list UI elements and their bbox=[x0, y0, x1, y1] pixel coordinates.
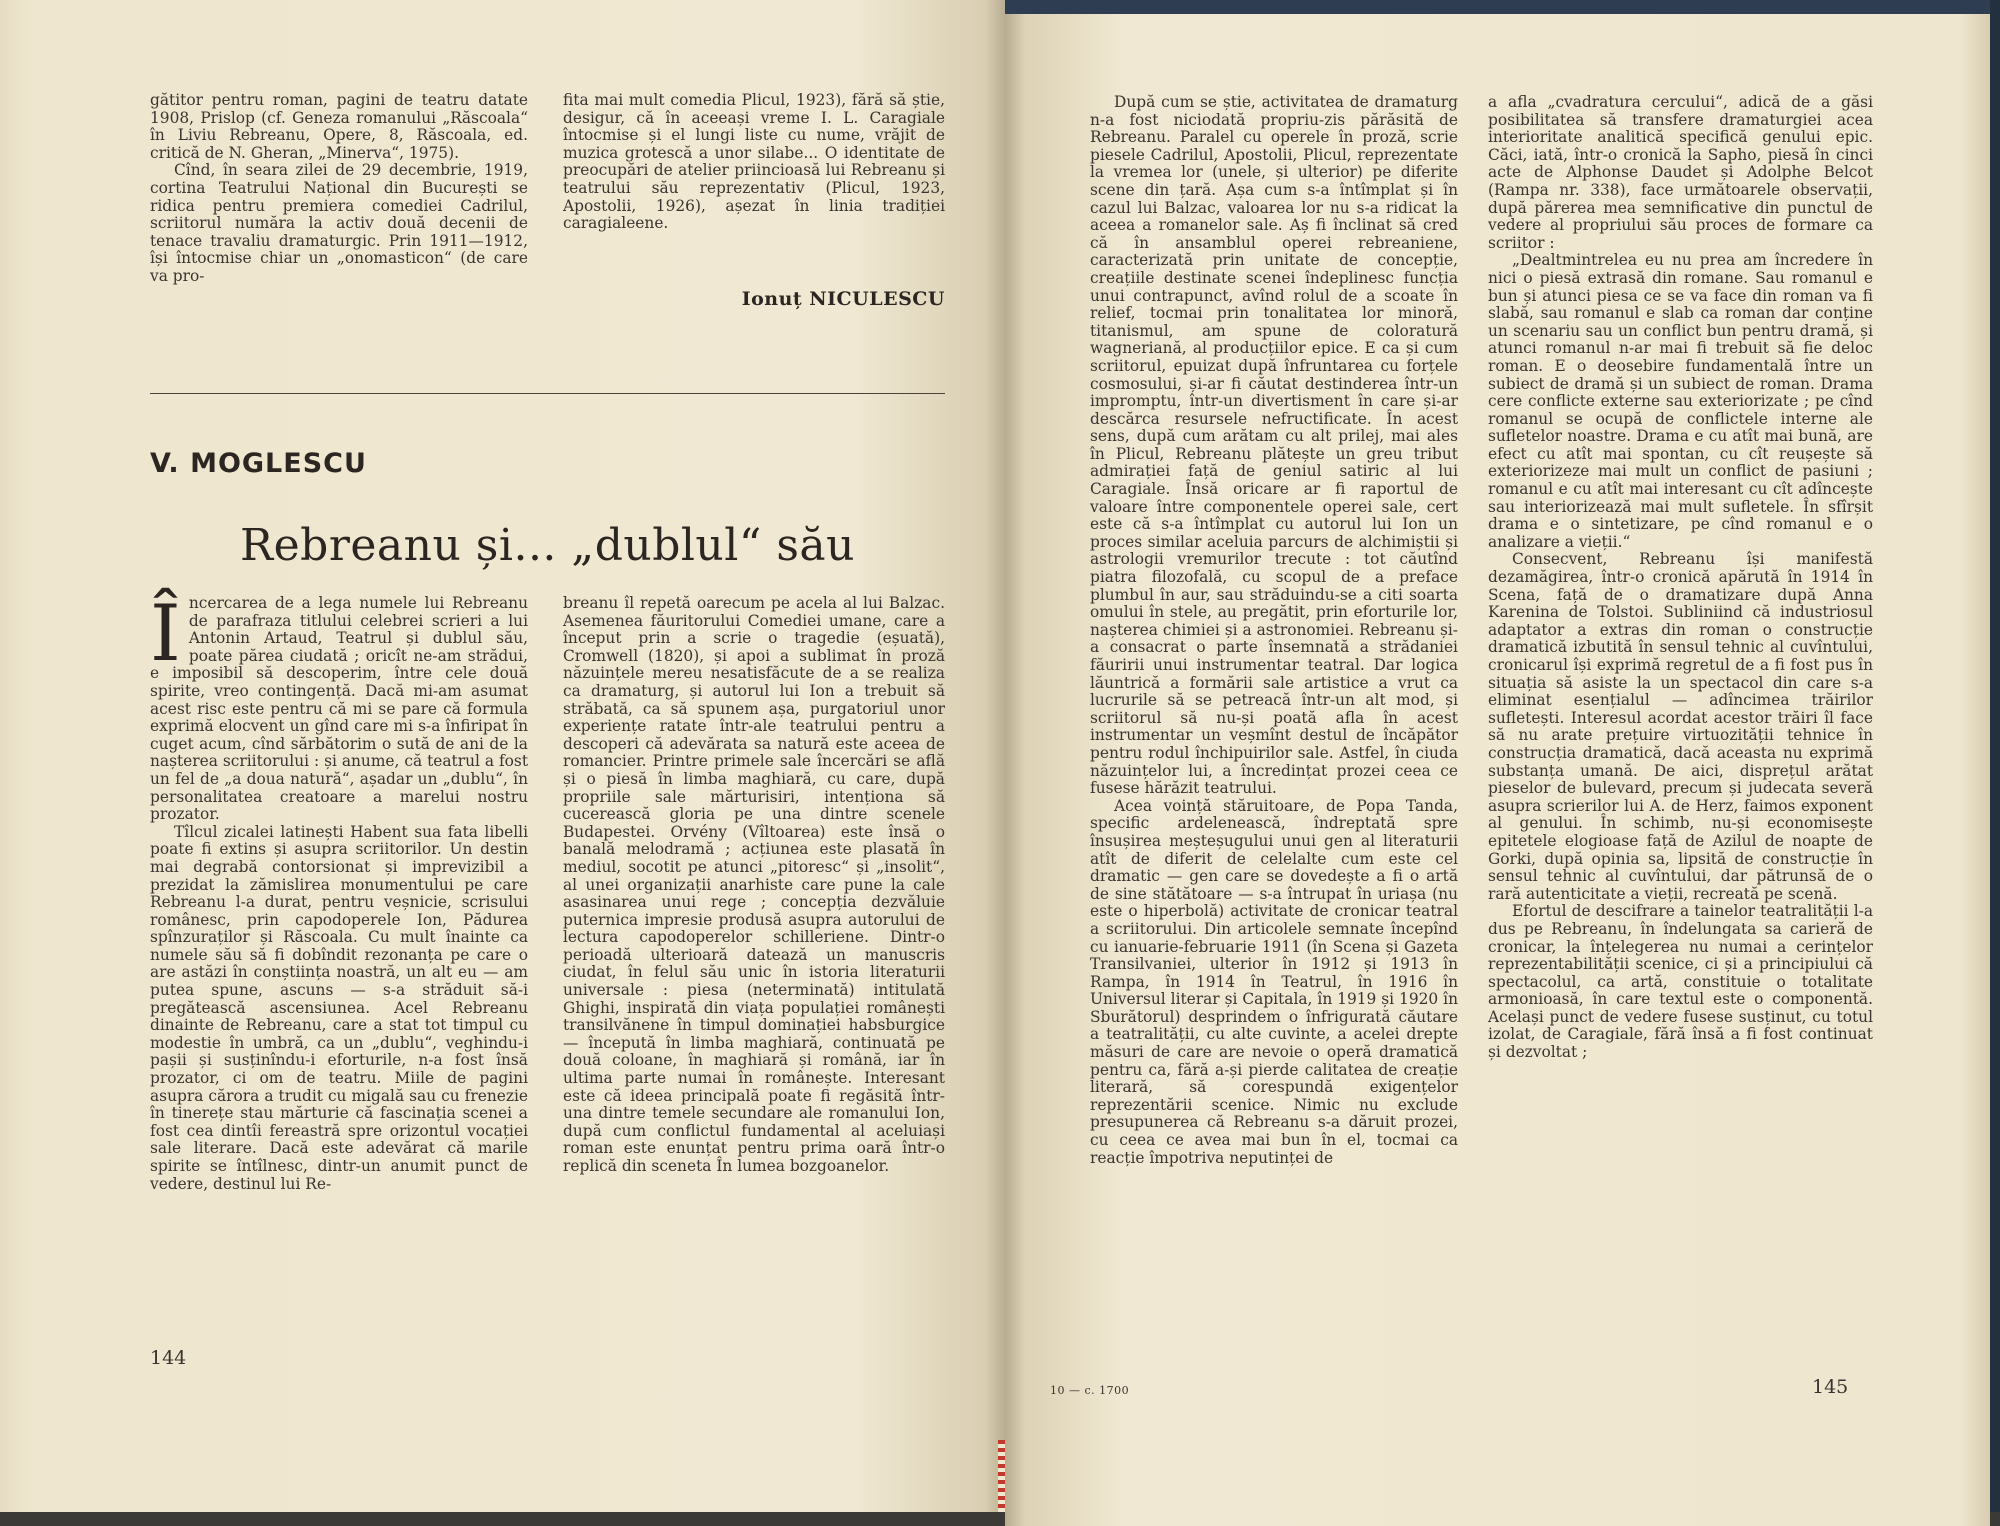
page-number: 145 bbox=[1812, 1376, 1849, 1398]
page-number: 144 bbox=[150, 1347, 187, 1369]
paragraph: fita mai mult comedia Plicul, 1923), fără să știe, desigur, că în aceeași vreme I. L. Caragiale întocmise și el lungi liste cu nume, vrăjit de muzica grotescă a unor silabe... O identitate de preocupări de atelier priincioasă lui Rebreanu și teatrului său reprezentativ (Plicul, 1923, Apostolii, 1926), așezat în linia tradiției caragialeene. bbox=[563, 91, 945, 233]
left-page bbox=[0, 0, 1005, 1512]
divider bbox=[150, 393, 945, 394]
paragraph: Efortul de descifrare a tainelor teatralității l-a dus pe Rebreanu, în îndelungata sa carieră de cronicar, la înțelegerea nu numai a cerințelor reprezentabilității scenice, ci și a principiului că spectacolul, ca artă, constituie o totalitate armonioasă, în care textul este o componentă. Același punct de vedere fusese susținut, cu totul izolat, de Caragiale, fără însă a fi fost continuat și dezvoltat ; bbox=[1488, 902, 1873, 1062]
paragraph: Cînd, în seara zilei de 29 decembrie, 1919, cortina Teatrului Național din București se ridica pentru premiera comediei Cadrilul, scriitorul număra la activ două decenii de tenace travaliu dramaturgic. Prin 1911—1912, își întocmise chiar un „onomasticon“ (de care va pro- bbox=[150, 161, 528, 285]
left-top-column-2 bbox=[563, 92, 945, 233]
signature: Ionuț NICULESCU bbox=[741, 288, 945, 310]
paragraph bbox=[150, 589, 528, 824]
paragraph: După cum se știe, activitatea de dramaturg n-a fost niciodată propriu-zis părăsită de Rebreanu. Paralel cu operele în proză, scrie piesele Cadrilul, Apostolii, Plicul, reprezentate la vremea lor (unele, și ulterior) pe diferite scene din țară. Așa cum s-a întîmplat și în cazul lui Balzac, valoarea lor nu s-a ridicat la aceea a romanelor sale. Aș fi înclinat să cred că în ansamblul operei rebreaniene, caracterizată prin unitate de concepție, creațiile destinate scenei îndeplinesc funcția unui contrapunct, avînd rolul de a scoate în relief, tocmai prin tonalitatea lor minoră, titanismul, am spune de coloratură wagneriană, al producțiilor epice. E ca și cum scriitorul, epuizat după înfruntarea cu forțele cosmosului, și-ar fi căutat destinderea într-un impromptu, într-un divertisment în care și-ar descărca resursele nefructificate. În acest sens, după cum arătam cu alt prilej, mai ales în Plicul, Rebreanu plătește un greu tribut admirației față de geniul satiric al lui Caragiale. Însă oricare ar fi raportul de valoare între componentele operei sale, cert este că s-a întîmplat cu autorul lui Ion un proces similar aceluia parcurs de alchimiștii și astrologii vremurilor trecute : tot căutînd piatra filozofală, cu scopul de a preface plumbul în aur, sau străduindu-se a citi soarta omului în stele, au pregătit, prin eforturile lor, nașterea chimiei și a astronomiei. Rebreanu și-a consacrat o parte însemnată a strădaniei făuririi unui instrumentar teatral. Dar logica lăuntrică a formării sale artistice a vrut ca lucrurile să se petreacă într-un alt mod, și scriitorul să nu-și poată afla în acest instrumentar un veșmînt destul de încăpător pentru rodul închipuirilor sale. Astfel, în ciuda năzuințelor lui, a încredințat prozei ceea ce fusese hărăzit teatrului. bbox=[1090, 93, 1458, 798]
left-top-column-1 bbox=[150, 92, 528, 286]
paragraph: Tîlcul zicalei latinești Habent sua fata libelli poate fi extins și asupra scriitorilor. Un destin mai degrabă contorsionat și imprevizibil a prezidat la zămislirea monumentului pe care Rebreanu l-a durat, pentru veșnicie, scrisului românesc, prin capodoperele Ion, Pădurea spînzuraților și Răscoala. Cu mult înainte ca numele său să fi dobîndit rezonanța pe care o are astăzi în conștiința noastră, un alt eu — am putea spune, ascuns — s-a străduit să-i pregătească ascensiunea. Acel Rebreanu dinainte de Rebreanu, care a stat tot timpul cu modestie în umbră, ca un „dublu“, veghindu-i pașii și susținîndu-i eforturile, n-a fost însă prozator, ci om de teatru. Miile de pagini asupra cărora a trudit cu migală sau cu frenezie în tinerețe stau mărturie că fascinația scenei a fost cea dintîi fereastră spre orizontul vocației sale literare. Dacă este adevărat că marile spirite se întîlnesc, dintr-un anumit punct de vedere, destinul lui Re- bbox=[150, 822, 528, 1193]
paragraph: Acea voință stăruitoare, de Popa Tanda, specific ardelenească, îndreptată spre însușirea meșteșugului unui gen al literaturii atît de diferit de celelalte cum este cel dramatic — gen care se dovedește a fi o artă de sine stătătoare — s-a întrupat în uriașa (nu este o hiperbolă) activitate de cronicar teatral a scriitorului. Din articolele semnate începînd cu ianuarie-februarie 1911 (în Scena și Gazeta Transilvaniei, ulterior în 1912 și 1913 în Rampa, în 1914 în Teatrul, în 1916 în Universul literar și Capitala, în 1919 și 1920 în Sburătorul) desprindem o înfrigurată căutare a teatralității, cu alte cuvinte, a acelei drepte măsuri de care are nevoie o operă dramatică pentru ca, fără a-și pierde calitatea de creație literară, să corespundă exigențelor reprezentării scenice. Nimic nu exclude presupunerea că Rebreanu s-a dăruit prozei, cu ceea ce avea mai bun în el, tocmai ca reacție împotriva neputinței de bbox=[1090, 796, 1458, 1167]
article-title: Rebreanu și... „dublul“ său bbox=[240, 520, 855, 571]
quote-paragraph: „Dealtmintrelea eu nu prea am încredere în nici o piesă extrasă din romane. Sau romanul e bun și atunci piesa ce se va face din roman va fi slabă, sau romanul e slab ca roman dar conține un scenariu sau un conflict bun pentru dramă, și atunci romanul n-ar mai fi trebuit să fie deloc roman. E o deosebire fundamentală între un subiect de dramă și un subiect de roman. Drama cere conflicte externe sau exteriorizate ; pe cînd romanul se ocupă de conflictele interne ale sufletelor noastre. Drama e cu atît mai bună, are efect cu atît mai spontan, cu cît reușește să exteriorizeze mai mult un conflict de pasiuni ; romanul e cu atît mai interesant cu cît adîncește sau interiorizează mai mult sufletele. În sfîrșit drama e o sintetizare, pe cînd romanul e o analizare a vieții.“ bbox=[1488, 251, 1873, 551]
paragraph: a afla „cvadratura cercului“, adică de a găsi posibilitatea să transfere dramaturgiei acea interioritate analitică specifică genului epic. Căci, iată, într-o cronică la Sapho, piesă în cinci acte de Alphonse Daudet și Adolphe Belcot (Rampa nr. 338), face următoarele observații, după părerea mea semnificative din punctul de vedere al propriului său proces de formare ca scriitor : bbox=[1488, 93, 1873, 252]
article-column-1 bbox=[150, 589, 528, 1193]
right-column-2 bbox=[1488, 94, 1873, 1062]
paragraph: gătitor pentru roman, pagini de teatru datate 1908, Prislop (cf. Geneza romanului „Răscoala“ în Liviu Rebreanu, Opere, 8, Răscoala, ed. critică de N. Gheran, „Minerva“, 1975). bbox=[150, 91, 528, 162]
right-page bbox=[1005, 0, 1990, 1526]
article-author: V. MOGLESCU bbox=[150, 448, 367, 479]
article-column-2 bbox=[563, 595, 945, 1176]
drop-cap: Î bbox=[150, 589, 181, 679]
book-cover-edge bbox=[1990, 0, 2000, 1512]
printer-mark: 10 — c. 1700 bbox=[1050, 1384, 1130, 1397]
paragraph: Consecvent, Rebreanu își manifestă dezamăgirea, într-o cronică apărută în 1914 în Scena, față de o dramatizare după Anna Karenina de Tolstoi. Subliniind că industriosul adaptator a extras din roman o construcție dramatică izbutită în sensul tehnic al cuvîntului, cronicarul își exprimă regretul de a fi fost pus în situația să asiste la un spectacol din care s-a eliminat esențialul — adîncimea trăirilor sufletești. Interesul acordat acestor trăiri îl face să nu arate prețuire virtuozității tehnice în construcția dramatică, dacă aceasta nu exprimă substanța umană. De aici, disprețul arătat pieselor de bulevard, precum și judecata severă asupra scrierilor lui A. de Herz, faimos exponent al genului. În schimb, nu-și economisește epitetele elogioase față de Azilul de noapte de Gorki, după opinia sa, lipsită de construcție în sensul tehnic al cuvîntului, dar pătrunsă de o rară autenticitate a vieții, recreată pe scenă. bbox=[1488, 550, 1873, 903]
paragraph-text: ncercarea de a lega numele lui Rebreanu de parafraza titlului celebrei scrieri a lui Antonin Artaud, Teatrul și dublul său, poate părea ciudată ; oricît ne-am strădui, e imposibil să descoperim, între cele două spirite, vreo contingență. Dacă mi-am asumat acest risc este pentru că mi se pare că formula exprimă elocvent un gînd care mi s-a înfiripat în cuget acum, cînd sărbătorim o sută de ani de la nașterea scriitorului : și anume, că teatrul a fost un fel de „a doua natură“, așadar un „dublu“, în personalitatea creatoare a marelui nostru prozator. bbox=[150, 594, 528, 824]
right-column-1 bbox=[1090, 94, 1458, 1167]
paragraph: breanu îl repetă oarecum pe acela al lui Balzac. Asemenea făuritorului Comediei umane, care a început prin a scrie o tragedie (eșuată), Cromwell (1820), și apoi a sublimat în proză năzuințele mereu nesatisfăcute de a se realiza ca dramaturg, și autorul lui Ion a trebuit să străbată, ca să spunem așa, purgatoriul unor experiențe ratate într-ale teatrului pentru a descoperi că adevărata sa natură este aceea de romancier. Printre primele sale încercări se află și o piesă în limba maghiară, cu care, după propriile sale mărturisiri, intenționa să cucerească gloria pe una dintre scenele Budapestei. Orvény (Vîltoarea) este însă o banală melodramă ; acțiunea este plasată în mediul, socotit pe atunci „pitoresc“ și „insolit“, al unei organizații anarhiste care pune la cale asasinarea unui rege ; concepția dezvăluie puternica impresie produsă asupra autorului de lectura capodoperelor schilleriene. Dintr-o perioadă ulterioară datează un manuscris ciudat, în felul său unic în istoria literaturii universale : piesa (neterminată) intitulată Ghighi, inspirată din viața populației românești transilvănene în timpul dominației habsburgice — începută în limba maghiară, continuată pe două coloane, în maghiară și română, iar în ultima parte numai în românește. Interesant este că ideea principală poate fi regăsită într-una dintre temele secundare ale romanului Ion, după cum conflictul fundamental al aceluiași roman este enunțat pentru prima oară într-o replică din sceneta În lumea bozgoanelor. bbox=[563, 594, 945, 1175]
